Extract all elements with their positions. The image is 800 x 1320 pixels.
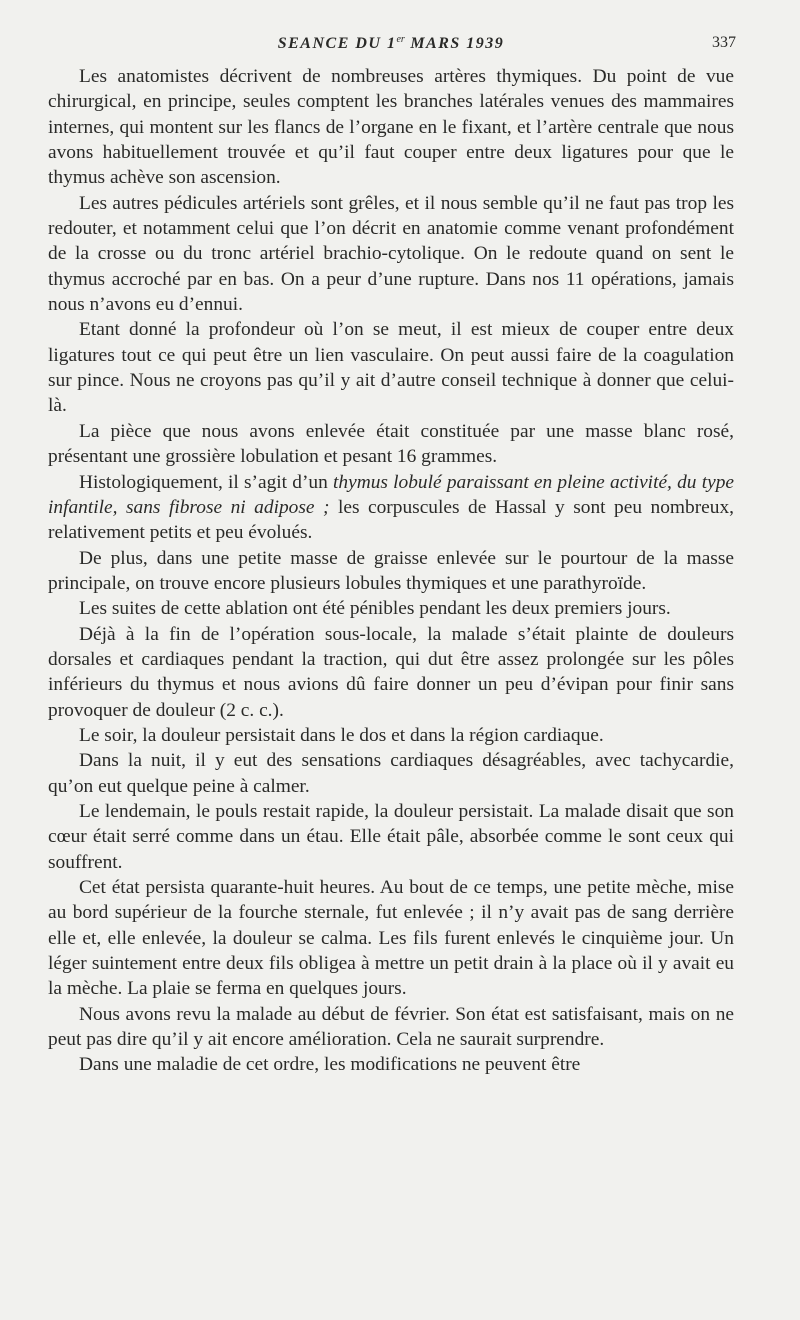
paragraph: Dans une maladie de cet ordre, les modifications ne peuvent être [79,1054,581,1076]
paragraph: Etant donné la profondeur où l’on se meut, il est mieux de couper entre deux ligatures tout ce qui peut être un lien vasculaire. On peut aussi faire de la coagulation sur pince. Nous ne croyons pas qu’il y ait d’autre conseil technique à donner que celui-là. [48,319,734,417]
paragraph: Les autres pédicules artériels sont grêles, et il nous semble qu’il ne faut pas trop les redouter, et notamment celui que l’on décrit en anatomie comme venant profondément de la crosse ou du tronc artériel brachio-cytolique. On le redoute quand on sent le thymus accroché par en bas. On a peur d’une rupture. Dans nos 11 opérations, jamais nous n’avons eu d’ennui. [48,192,734,316]
paragraph: De plus, dans une petite masse de graisse enlevée sur le pourtour de la masse principale, on trouve encore plusieurs lobules thymiques et une parathyroïde. [48,547,734,594]
paragraph: Déjà à la fin de l’opération sous-locale, la malade s’était plainte de douleurs dorsales et cardiaques pendant la traction, qui dut être assez prolongée sur les pôles inférieurs du thymus et nous avions dû faire donner un peu d’évipan pour finir sans provoquer de douleur (2 c. c.). [48,623,734,721]
paragraph: Les anatomistes décrivent de nombreuses artères thymiques. Du point de vue chirurgical, en principe, seules comptent les branches latérales venues des mammaires internes, qui montent sur les flancs de l’organe en le fixant, et l’artère centrale que nous avons habituellement trouvée et qu’il faut couper entre deux ligatures pour que le thymus achève son ascension. [48,66,734,189]
running-header [48,34,734,64]
paragraph: Cet état persista quarante-huit heures. Au bout de ce temps, une petite mèche, mise au bord supérieur de la fourche sternale, fut enlevée ; il n’y avait pas de sang derrière elle et, elle enlevée, la douleur se calma. Les fils furent enlevés le cinquième jour. Un léger suintement entre deux fils obligea à mettre un petit drain à la place où il y avait eu la mèche. La plaie se ferma en quelques jours. [48,877,734,1000]
paragraph: Le soir, la douleur persistait dans le dos et dans la région cardiaque. [79,724,604,746]
paragraph: Les suites de cette ablation ont été pénibles pendant les deux premiers jours. [79,598,671,620]
paragraph-text: les corpuscules de Hassal y sont peu nombreux, relativement petits et peu évolués. [48,496,735,544]
paragraph: Le lendemain, le pouls restait rapide, la douleur persistait. La malade disait que son cœur était serré comme dans un étau. Elle était pâle, absorbée comme le sont ceux qui souffrent. [48,800,734,873]
body-text [48,64,734,1078]
running-title [48,34,734,53]
paragraph: Nous avons revu la malade au début de février. Son état est satisfaisant, mais on ne peut pas dire qu’il y ait encore amélioration. Cela ne saurait surprendre. [48,1003,734,1051]
title-superscript: er [396,34,405,45]
page-number: 337 [712,34,736,51]
paragraph: Dans la nuit, il y eut des sensations cardiaques désagréables, avec tachycardie, qu’on eut quelque peine à calmer. [48,750,734,797]
paragraph: La pièce que nous avons enlevée était constituée par une masse blanc rosé, présentant une grossière lobulation et pesant 16 grammes. [48,420,734,468]
paragraph-text: Histologiquement, il s’agit d’un [79,471,334,493]
title-main: SEANCE DU 1 [277,35,397,52]
italic-diagnosis: thymus lobulé paraissant en pleine activité, du type infantile, sans fibrose ni adipose ; [48,471,734,518]
paragraph-histology [48,470,734,546]
title-rest: MARS 1939 [404,35,505,52]
